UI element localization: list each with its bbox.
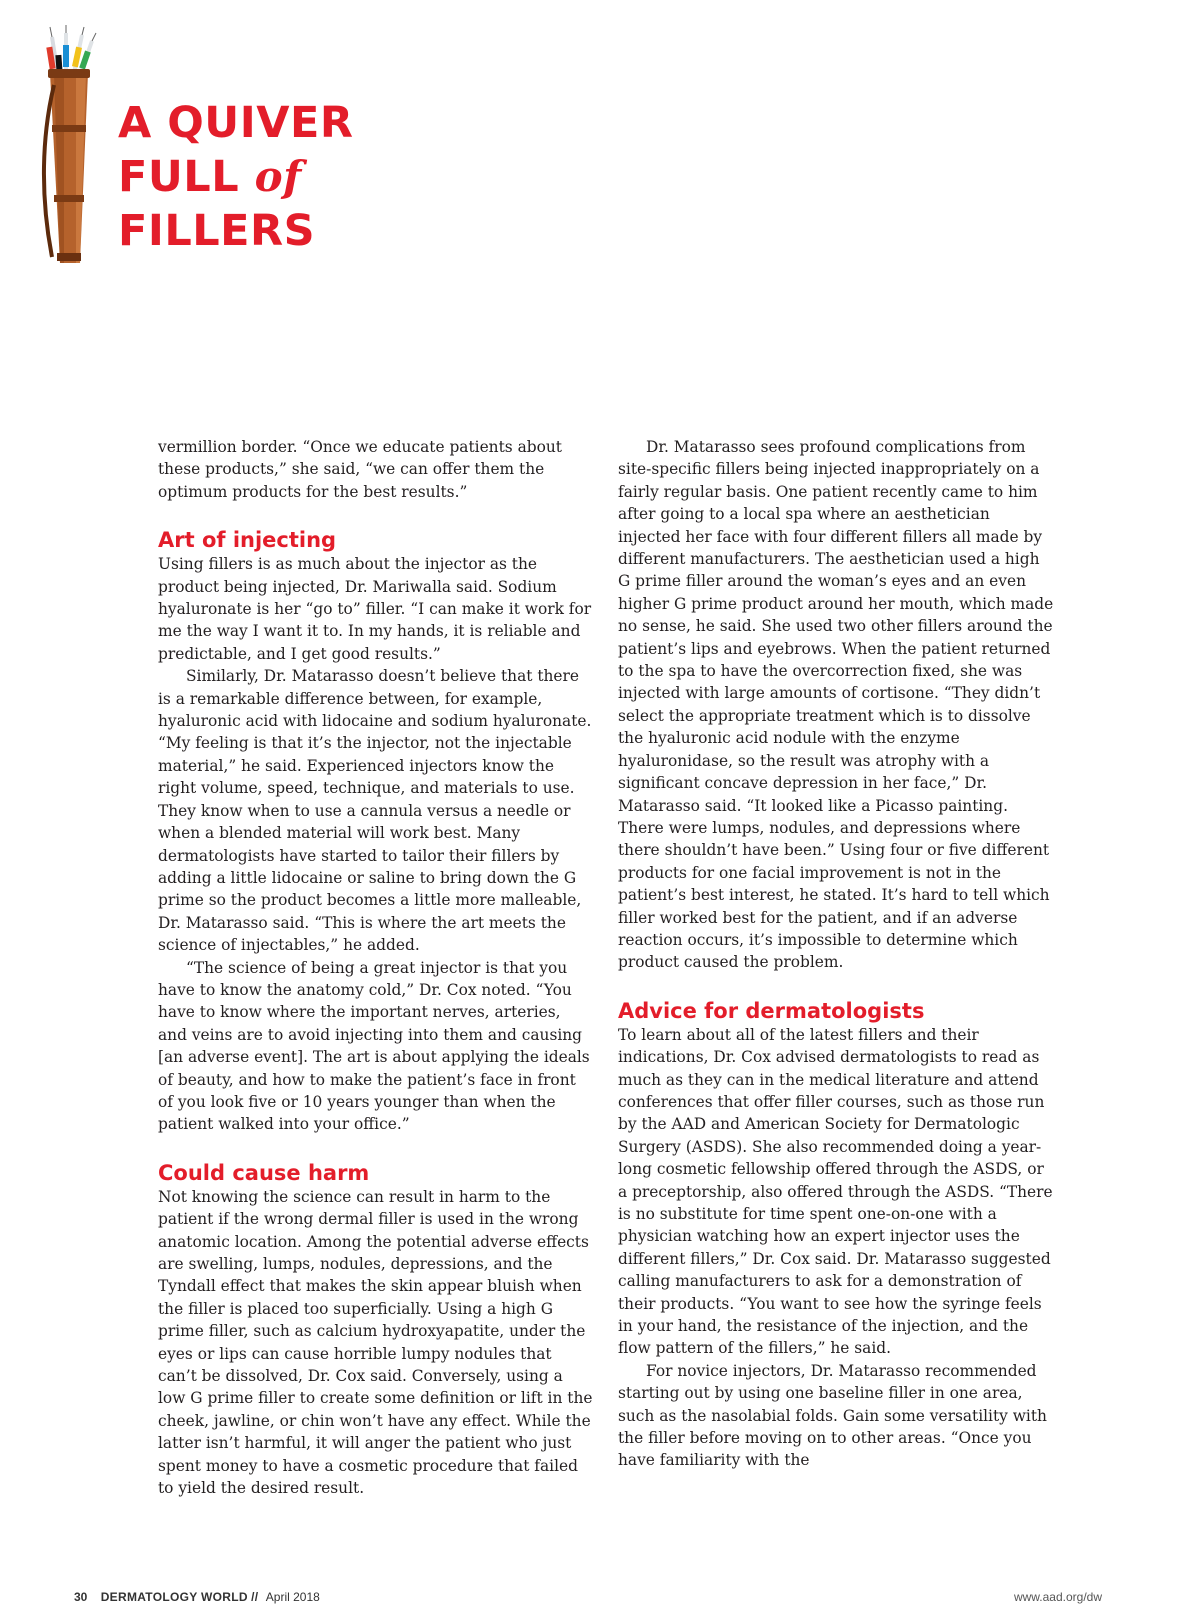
quiver-illustration [30,25,110,265]
title-line-2 [118,150,353,204]
title-line-1: A QUIVER [118,98,354,148]
title-line-3: FILLERS [118,206,316,256]
left-column [158,436,594,1499]
section-heading-art-of-injecting: Art of injecting [158,528,337,553]
paragraph: Not knowing the science can result in harm to the patient if the wrong dermal filler is used in the wrong anatomic location. Among the potential adverse effects are swelling, lumps, nodules, depressions, and the Tyndall effect that makes the skin appear bluish when the filler is placed too superficially. Using a high G prime filler, such as calcium hydroxyapatite, under the eyes or lips can cause horrible lumpy nodules that can’t be dissolved, Dr. Cox said. Conversely, using a low G prime filler to create some definition or lift in the cheek, jawline, or chin won’t have any effect. While the latter isn’t harmful, it will anger the patient who just spent money to have a cosmetic procedure that failed to yield the desired result. [158,1187,593,1498]
page-number: 30 [74,1590,88,1604]
title-line-2-text: FULL [118,152,255,202]
paragraph: For novice injectors, Dr. Matarasso recommended starting out by using one baseline filler in one area, such as the nasolabial folds. Gain some versatility with the filler before moving on to other areas. “Once you have familiarity with the [618,1361,1047,1470]
section-heading-advice-for-dermatologists: Advice for dermatologists [618,998,925,1023]
article-title [118,96,353,258]
paragraph: Using fillers is as much about the injector as the product being injected, Dr. Mariwalla said. Sodium hyaluronate is her “go to” filler. “I can make it work for me the way I want it to. In my hands, it is reliable and predictable, and I get good results.” [158,555,592,663]
paragraph: “The science of being a great injector is that you have to know the anatomy cold,” Dr. Cox noted. “You have to know where the important nerves, arteries, and veins are to avoid injecting into them and causing [an adverse event]. The art is about applying the ideals of beauty, and how to make the patient’s face in front of you look five or 10 years younger than when the patient walked into your office.” [158,958,590,1134]
right-column [618,436,1054,1472]
section-heading-could-cause-harm: Could cause harm [158,1160,370,1185]
paragraph: vermillion border. “Once we educate patients about these products,” she said, “we can offer them the optimum products for the best results.” [158,438,562,501]
page-footer [74,1590,1102,1604]
syringes-icon [46,25,96,75]
paragraph: Dr. Matarasso sees profound complications from site-specific fillers being injected inappropriately on a fairly regular basis. One patient recently came to him after going to a local spa where an aesthetician injected her face with four different fillers all made by different manufacturers. The aesthetician used a high G prime filler around the woman’s eyes and an even higher G prime product around her mouth, which made no sense, he said. She used two other fillers around the patient’s lips and eyebrows. When the patient returned to the spa to have the overcorrection fixed, she was injected with large amounts of cortisone. “They didn’t select the appropriate treatment which is to dissolve the hyaluronic acid nodule with the enzyme hyaluronidase, so the result was atrophy with a significant concave depression in her face,” Dr. Matarasso said. “It looked like a Picasso painting. There were lumps, nodules, and depressions where there shouldn’t have been.” Using four or five different products for one facial improvement is not in the patient’s best interest, he stated. It’s hard to tell which filler worked best for the patient, and if an adverse reaction occurs, it’s impossible to determine which product caused the problem. [618,438,1054,972]
footer-separator: // [251,1590,259,1604]
publication-name: DERMATOLOGY WORLD [100,1590,248,1604]
paragraph: Similarly, Dr. Matarasso doesn’t believe that there is a remarkable difference between, for example, hyaluronic acid with lidocaine and sodium hyaluronate. “My feeling is that it’s the injector, not the injectable material,” he said. Experienced injectors know the right volume, speed, technique, and materials to use. They know when to use a cannula versus a needle or when a blended material will work best. Many dermatologists have started to tailor their fillers by adding a little lidocaine or saline to bring down the G prime so the product becomes a little more malleable, Dr. Matarasso said. “This is where the art meets the science of injectables,” he added. [158,667,592,955]
paragraph: To learn about all of the latest fillers and their indications, Dr. Cox advised dermatologists to read as much as they can in the medical literature and attend conferences that offer filler courses, such as those run by the AAD and American Society for Dermatologic Surgery (ASDS). She also recommended doing a year-long cosmetic fellowship offered through the ASDS, or a preceptorship, also offered through the ASDS. “There is no substitute for time spent one-on-one with a physician watching how an expert injector uses the different fillers,” Dr. Cox said. Dr. Matarasso suggested calling manufacturers to ask for a demonstration of their products. “You want to see how the syringe feels in your hand, the resistance of the injection, and the flow pattern of the fillers,” he said. [618,1025,1053,1358]
issue-date: April 2018 [265,1590,320,1604]
quiver-body [44,69,90,263]
title-of: of [254,152,302,201]
website-url: www.aad.org/dw [1013,1590,1102,1604]
